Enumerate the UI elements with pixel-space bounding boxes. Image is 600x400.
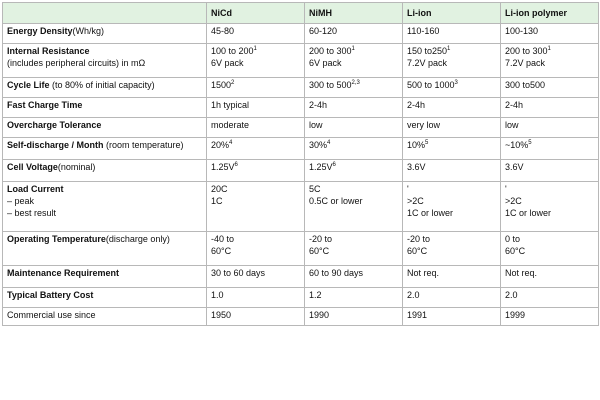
- cell-value: 5C: [309, 184, 321, 194]
- header-cell-nicd: NiCd: [207, 3, 305, 24]
- row-label-cell: [3, 182, 207, 232]
- value-cell: [403, 288, 501, 308]
- value-cell: [305, 232, 403, 266]
- cell-value: 1.25V: [211, 162, 235, 172]
- value-cell: [207, 266, 305, 288]
- value-cell: [501, 44, 599, 78]
- footnote-ref: 6: [332, 162, 336, 168]
- cell-value: 1.0: [211, 290, 224, 300]
- cell-value-line: 6V pack: [211, 58, 244, 68]
- row-label-text: (Wh/kg): [72, 26, 105, 36]
- cell-value: 3.6V: [505, 162, 524, 172]
- footnote-ref: 4: [327, 140, 331, 146]
- cell-value: 1991: [407, 310, 428, 320]
- footnote-ref: 1: [351, 46, 355, 52]
- value-cell: [305, 182, 403, 232]
- value-cell: [305, 288, 403, 308]
- cell-value: 30 to 60 days: [211, 268, 266, 278]
- cell-value-line: 60°C: [309, 246, 330, 256]
- cell-value: Not req.: [505, 268, 538, 278]
- value-cell: [305, 118, 403, 138]
- value-cell: [207, 138, 305, 160]
- row-label-cell: [3, 24, 207, 44]
- cell-value: 200 to 300: [309, 46, 352, 56]
- cell-value: 10%: [407, 140, 426, 150]
- row-label-text: – peak: [7, 196, 35, 206]
- cell-value-line: 60°C: [407, 246, 428, 256]
- cell-value: 1990: [309, 310, 330, 320]
- value-cell: [305, 44, 403, 78]
- table-row: [3, 232, 599, 266]
- value-cell: [403, 232, 501, 266]
- value-cell: [305, 308, 403, 326]
- row-label-text: (nominal): [57, 162, 96, 172]
- cell-value: 110-160: [407, 26, 440, 36]
- battery-comparison-table: [2, 2, 599, 326]
- value-cell: [207, 24, 305, 44]
- value-cell: [403, 266, 501, 288]
- row-label-cell: [3, 266, 207, 288]
- footnote-ref: 5: [425, 140, 429, 146]
- row-label-text: (room temperature): [103, 140, 184, 150]
- footnote-ref: 1: [447, 46, 451, 52]
- table-row: [3, 98, 599, 118]
- cell-value: -40 to: [211, 234, 235, 244]
- value-cell: [305, 98, 403, 118]
- table-row: [3, 182, 599, 232]
- footnote-ref: 1: [253, 46, 257, 52]
- table-row: [3, 44, 599, 78]
- footnote-ref: 6: [234, 162, 238, 168]
- row-label-text: Commercial use since: [7, 310, 96, 320]
- header-cell-li-ion: Li-ion: [403, 3, 501, 24]
- footnote-ref: 4: [229, 140, 233, 146]
- row-label-cell: [3, 78, 207, 98]
- value-cell: [207, 232, 305, 266]
- cell-value: 1.2: [309, 290, 322, 300]
- cell-value: 2-4h: [505, 100, 524, 110]
- row-label-cell: [3, 232, 207, 266]
- value-cell: [305, 160, 403, 182]
- footnote-ref: 1: [547, 46, 551, 52]
- table-row: [3, 308, 599, 326]
- value-cell: [501, 182, 599, 232]
- value-cell: [305, 266, 403, 288]
- footnote-ref: 5: [528, 140, 532, 146]
- cell-value-line: 1C or lower: [407, 208, 454, 218]
- value-cell: [207, 182, 305, 232]
- value-cell: [207, 288, 305, 308]
- value-cell: [305, 24, 403, 44]
- table-row: [3, 288, 599, 308]
- value-cell: [501, 78, 599, 98]
- cell-value: moderate: [211, 120, 250, 130]
- row-label-cell: [3, 308, 207, 326]
- table-row: [3, 266, 599, 288]
- cell-value: ': [407, 184, 409, 194]
- cell-value: Not req.: [407, 268, 440, 278]
- footnote-ref: 3: [454, 80, 458, 86]
- cell-value: 0 to: [505, 234, 521, 244]
- value-cell: [501, 118, 599, 138]
- row-label-bold: Fast Charge Time: [7, 100, 83, 110]
- cell-value-line: 7.2V pack: [407, 58, 448, 68]
- header-cell-nimh: NiMH: [305, 3, 403, 24]
- row-label-bold: Self-discharge / Month: [7, 140, 104, 150]
- value-cell: [501, 138, 599, 160]
- cell-value-line: 1C or lower: [505, 208, 552, 218]
- cell-value: 2-4h: [309, 100, 328, 110]
- cell-value: 1h typical: [211, 100, 250, 110]
- header-cell-li-ion-polymer: Li-ion polymer: [501, 3, 599, 24]
- value-cell: [403, 78, 501, 98]
- value-cell: [403, 138, 501, 160]
- cell-value-line: 60°C: [211, 246, 232, 256]
- cell-value: 300 to 500: [309, 80, 352, 90]
- cell-value: 2-4h: [407, 100, 426, 110]
- row-label-bold: Cell Voltage: [7, 162, 58, 172]
- cell-value-line: >2C: [407, 196, 424, 206]
- value-cell: [207, 44, 305, 78]
- cell-value-line: 60°C: [505, 246, 526, 256]
- cell-value: 45-80: [211, 26, 235, 36]
- value-cell: [501, 266, 599, 288]
- row-label-text: (includes peripheral circuits) in mΩ: [7, 58, 146, 68]
- cell-value: -20 to: [407, 234, 431, 244]
- value-cell: [501, 288, 599, 308]
- row-label-cell: [3, 138, 207, 160]
- cell-value: 2.0: [505, 290, 518, 300]
- cell-value-line: 6V pack: [309, 58, 342, 68]
- row-label-cell: [3, 288, 207, 308]
- cell-value: 200 to 300: [505, 46, 548, 56]
- value-cell: [305, 138, 403, 160]
- value-cell: [501, 160, 599, 182]
- value-cell: [207, 308, 305, 326]
- cell-value: 20%: [211, 140, 230, 150]
- table-body: [3, 3, 599, 326]
- row-label-bold: Energy Density: [7, 26, 73, 36]
- value-cell: [403, 98, 501, 118]
- row-label-cell: [3, 118, 207, 138]
- cell-value: 60 to 90 days: [309, 268, 364, 278]
- cell-value: 30%: [309, 140, 328, 150]
- value-cell: [207, 78, 305, 98]
- cell-value-line: >2C: [505, 196, 522, 206]
- row-label-bold: Load Current: [7, 184, 64, 194]
- value-cell: [305, 78, 403, 98]
- cell-value: 3.6V: [407, 162, 426, 172]
- row-label-bold: Operating Temperature: [7, 234, 106, 244]
- value-cell: [207, 98, 305, 118]
- cell-value: 100-130: [505, 26, 539, 36]
- cell-value: 60-120: [309, 26, 338, 36]
- cell-value: 1950: [211, 310, 232, 320]
- row-label-bold: Typical Battery Cost: [7, 290, 94, 300]
- footnote-ref: 2,3: [351, 80, 360, 86]
- value-cell: [403, 160, 501, 182]
- row-label-bold: Maintenance Requirement: [7, 268, 120, 278]
- table-row: [3, 78, 599, 98]
- value-cell: [501, 232, 599, 266]
- value-cell: [501, 24, 599, 44]
- value-cell: [403, 182, 501, 232]
- row-label-text: (to 80% of initial capacity): [49, 80, 155, 90]
- cell-value: ': [505, 184, 507, 194]
- footnote-ref: 2: [231, 80, 235, 86]
- cell-value-line: 0.5C or lower: [309, 196, 363, 206]
- row-label-text: – best result: [7, 208, 57, 218]
- cell-value: 1500: [211, 80, 232, 90]
- cell-value: low: [505, 120, 519, 130]
- cell-value: 1.25V: [309, 162, 333, 172]
- row-label-cell: [3, 98, 207, 118]
- row-label-text: (discharge only): [105, 234, 170, 244]
- value-cell: [403, 44, 501, 78]
- cell-value: 500 to 1000: [407, 80, 455, 90]
- cell-value-line: 1C: [211, 196, 223, 206]
- row-label-bold: Internal Resistance: [7, 46, 90, 56]
- value-cell: [403, 308, 501, 326]
- row-label-bold: Overcharge Tolerance: [7, 120, 102, 130]
- cell-value: -20 to: [309, 234, 333, 244]
- cell-value: 300 to500: [505, 80, 546, 90]
- table-row: [3, 24, 599, 44]
- cell-value: very low: [407, 120, 441, 130]
- value-cell: [207, 160, 305, 182]
- cell-value: 100 to 200: [211, 46, 254, 56]
- row-label-cell: [3, 44, 207, 78]
- cell-value: ~10%: [505, 140, 529, 150]
- table-row: [3, 160, 599, 182]
- value-cell: [501, 98, 599, 118]
- value-cell: [403, 118, 501, 138]
- row-label-cell: [3, 160, 207, 182]
- header-row: [3, 3, 599, 24]
- cell-value: low: [309, 120, 323, 130]
- cell-value: 2.0: [407, 290, 420, 300]
- row-label-bold: Cycle Life: [7, 80, 50, 90]
- cell-value: 150 to250: [407, 46, 448, 56]
- table-row: [3, 118, 599, 138]
- value-cell: [207, 118, 305, 138]
- value-cell: [501, 308, 599, 326]
- cell-value: 20C: [211, 184, 228, 194]
- cell-value: 1999: [505, 310, 526, 320]
- cell-value-line: 7.2V pack: [505, 58, 546, 68]
- header-cell-blank: [3, 3, 207, 24]
- value-cell: [403, 24, 501, 44]
- table-row: [3, 138, 599, 160]
